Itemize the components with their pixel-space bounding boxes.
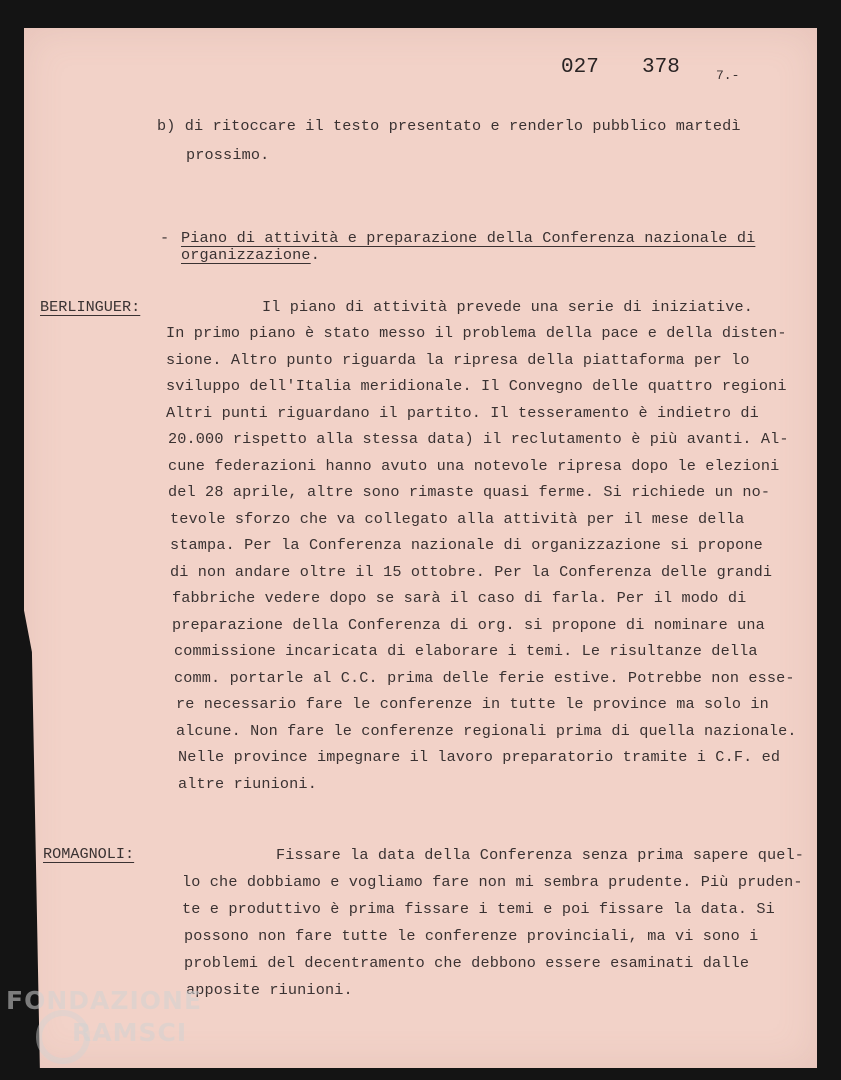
paragraph-line: In primo piano è stato messo il problema della pace e della disten- bbox=[166, 324, 787, 342]
speaker-berlinguer: BERLINGUER: bbox=[40, 298, 141, 316]
section-dash: - bbox=[160, 229, 170, 247]
section-title-end: . bbox=[310, 246, 320, 264]
section-title-line-1: Piano di attività e preparazione della Conferenza nazionale di bbox=[181, 229, 756, 247]
paragraph-line: preparazione della Conferenza di org. si propone di nominare una bbox=[172, 616, 765, 634]
section-title-line-2: organizzazione bbox=[181, 246, 311, 264]
fondazione-gramsci-watermark bbox=[6, 986, 216, 1076]
paragraph-line: sviluppo dell'Italia meridionale. Il Convegno delle quattro regioni bbox=[166, 377, 787, 395]
paragraph-line: stampa. Per la Conferenza nazionale di organizzazione si propone bbox=[170, 536, 763, 554]
watermark-line-1: FONDAZIONE bbox=[6, 986, 203, 1015]
paragraph-line: sione. Altro punto riguarda la ripresa della piattaforma per lo bbox=[166, 351, 750, 369]
paragraph-line: Fissare la data della Conferenza senza prima sapere quel- bbox=[276, 846, 805, 864]
paragraph-line: alcune. Non fare le conferenze regionali prima di quella nazionale. bbox=[176, 722, 797, 740]
watermark-line-2: RAMSCI bbox=[72, 1018, 188, 1047]
paragraph-line: tevole sforzo che va collegato alla attività per il mese della bbox=[170, 510, 745, 528]
paragraph-line: comm. portarle al C.C. prima delle ferie estive. Potrebbe non esse- bbox=[174, 669, 795, 687]
document-number-a: 027 bbox=[561, 56, 599, 79]
paragraph-line: re necessario fare le conferenze in tutte le province ma solo in bbox=[176, 695, 769, 713]
page-number: 7.- bbox=[716, 68, 740, 83]
paragraph-line: problemi del decentramento che debbono essere esaminati dalle bbox=[184, 954, 750, 972]
paragraph-line: te e produttivo è prima fissare i temi e poi fissare la data. Si bbox=[182, 900, 775, 918]
paragraph-line: Nelle province impegnare il lavoro preparatorio tramite i C.F. ed bbox=[178, 748, 781, 766]
speaker-romagnoli: ROMAGNOLI: bbox=[43, 845, 135, 863]
paragraph-line: cune federazioni hanno avuto una notevole ripresa dopo le elezioni bbox=[168, 457, 780, 475]
paragraph-line: lo che dobbiamo e vogliamo fare non mi sembra prudente. Più pruden- bbox=[182, 873, 803, 891]
paragraph-line: Altri punti riguardano il partito. Il tesseramento è indietro di bbox=[166, 404, 759, 422]
paragraph-line: 20.000 rispetto alla stessa data) il reclutamento è più avanti. Al- bbox=[168, 430, 789, 448]
document-number-b: 378 bbox=[642, 56, 680, 79]
paragraph-line: altre riunioni. bbox=[178, 775, 317, 793]
paragraph-line: Il piano di attività prevede una serie di iniziative. bbox=[262, 298, 753, 316]
paragraph-line: possono non fare tutte le conferenze provinciali, ma vi sono i bbox=[184, 927, 759, 945]
intro-line-1: b) di ritoccare il testo presentato e renderlo pubblico martedì bbox=[157, 117, 741, 135]
paragraph-line: fabbriche vedere dopo se sarà il caso di farla. Per il modo di bbox=[172, 589, 747, 607]
paragraph-line: commissione incaricata di elaborare i temi. Le risultanze della bbox=[174, 642, 758, 660]
paragraph-line: di non andare oltre il 15 ottobre. Per la Conferenza delle grandi bbox=[170, 563, 773, 581]
paragraph-line: del 28 aprile, altre sono rimaste quasi ferme. Si richiede un no- bbox=[168, 483, 771, 501]
section-title-line-2-wrap bbox=[181, 242, 320, 269]
paragraph-line: apposite riunioni. bbox=[186, 981, 353, 999]
intro-line-2: prossimo. bbox=[186, 146, 270, 164]
